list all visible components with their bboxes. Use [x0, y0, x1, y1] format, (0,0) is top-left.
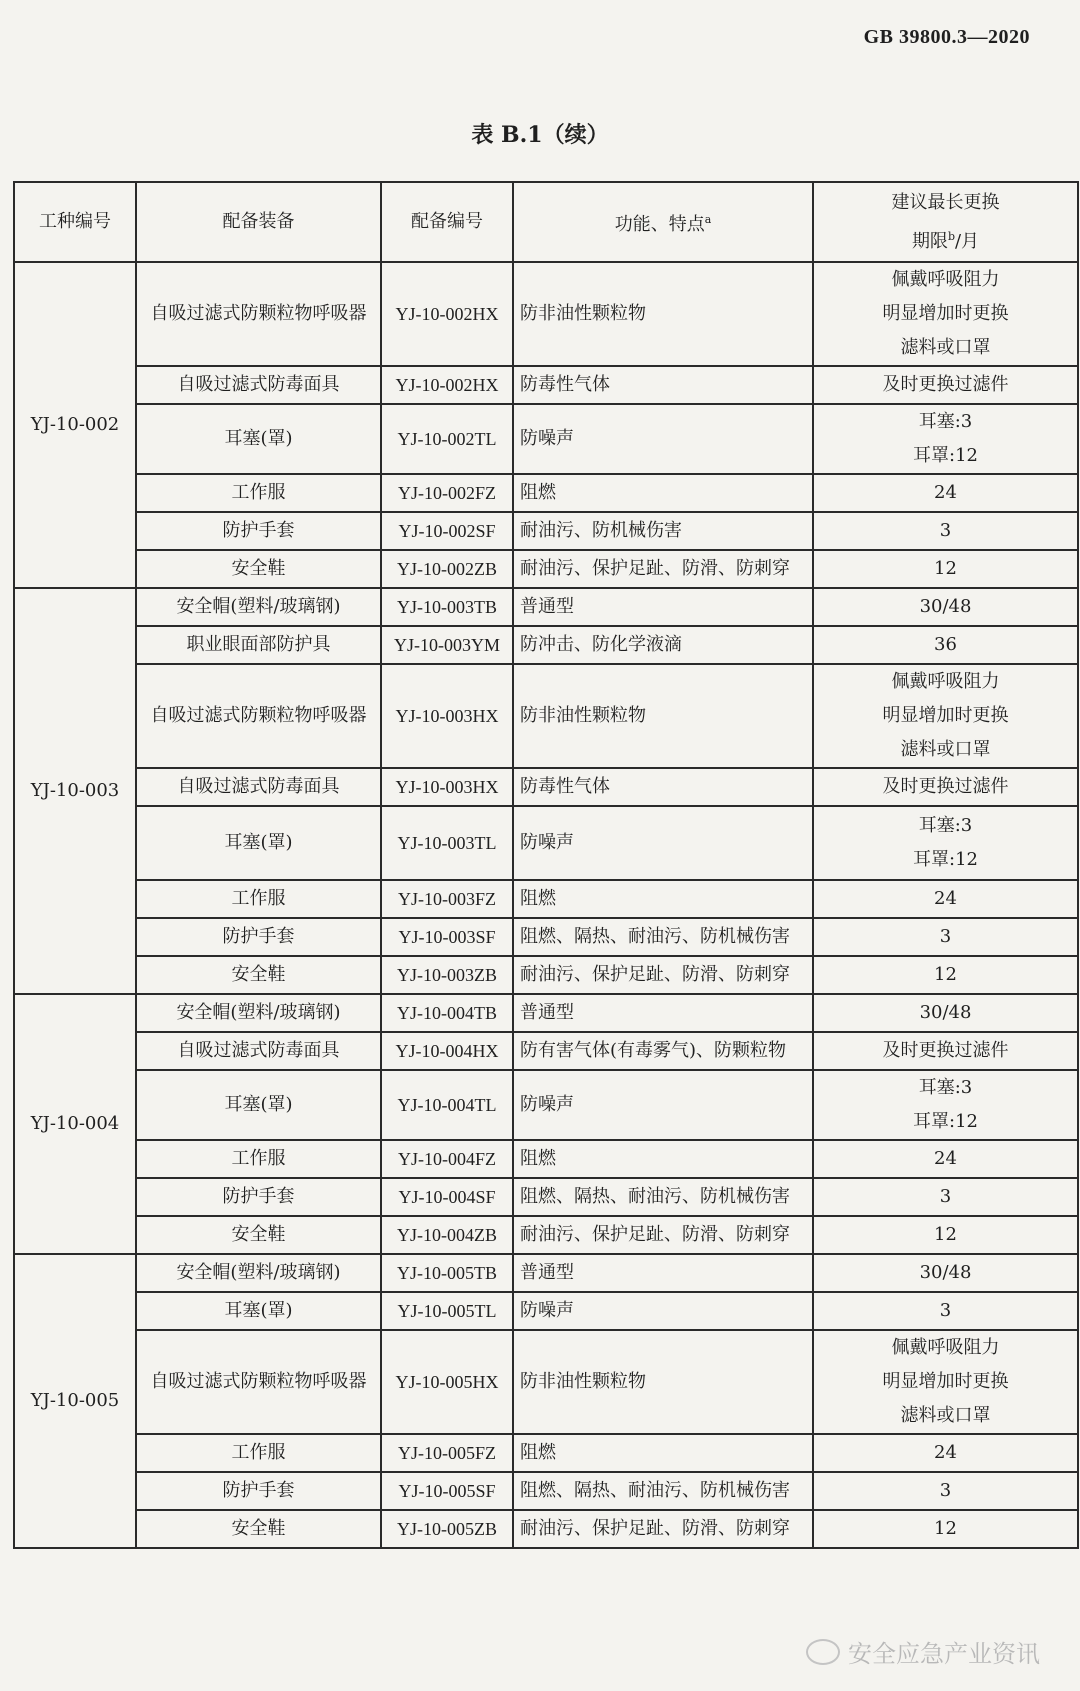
period-cell: [813, 918, 1078, 956]
code-cell: YJ-10-002FZ: [381, 474, 513, 512]
equipment-cell: 安全鞋: [136, 1510, 381, 1548]
group-id-cell: YJ-10-003: [14, 588, 136, 994]
period-line: 佩戴呼吸阻力: [891, 1337, 1000, 1358]
feature-cell: 防毒性气体: [513, 366, 813, 404]
period-line: 3: [939, 520, 952, 541]
header-code: 配备编号: [381, 182, 513, 262]
feature-cell: 防有害气体(有毒雾气)、防颗粒物: [513, 1032, 813, 1070]
period-line: 36: [934, 634, 957, 655]
feature-cell: 耐油污、保护足趾、防滑、防刺穿: [513, 550, 813, 588]
equipment-cell: 工作服: [136, 474, 381, 512]
code-cell: YJ-10-005FZ: [381, 1434, 513, 1472]
period-cell: [813, 1510, 1078, 1548]
group-id-cell: YJ-10-004: [14, 994, 136, 1254]
period-cell: [813, 1330, 1078, 1434]
equipment-cell: 防护手套: [136, 512, 381, 550]
equipment-cell: 安全帽(塑料/玻璃钢): [136, 1254, 381, 1292]
feature-cell: 防噪声: [513, 1070, 813, 1140]
period-cell: [813, 366, 1078, 404]
period-line: 12: [934, 558, 957, 579]
table-row: [14, 626, 1078, 664]
period-line: 耳罩:12: [913, 445, 978, 466]
equipment-cell: 工作服: [136, 1140, 381, 1178]
period-cell: [813, 512, 1078, 550]
period-line: 24: [934, 1148, 957, 1169]
watermark: [806, 1634, 1040, 1669]
period-line: 3: [939, 1300, 952, 1321]
code-cell: YJ-10-004SF: [381, 1178, 513, 1216]
period-line: 耳罩:12: [913, 849, 978, 870]
feature-cell: 防毒性气体: [513, 768, 813, 806]
period-line: 24: [934, 888, 957, 909]
feature-cell: 防噪声: [513, 1292, 813, 1330]
feature-cell: 防非油性颗粒物: [513, 262, 813, 366]
equipment-cell: 安全鞋: [136, 550, 381, 588]
equipment-cell: 防护手套: [136, 1178, 381, 1216]
equipment-cell: 耳塞(罩): [136, 1292, 381, 1330]
equipment-cell: 工作服: [136, 1434, 381, 1472]
feature-cell: 阻燃、隔热、耐油污、防机械伤害: [513, 918, 813, 956]
equipment-cell: 防护手套: [136, 918, 381, 956]
code-cell: YJ-10-005ZB: [381, 1510, 513, 1548]
table-row: [14, 1032, 1078, 1070]
code-cell: YJ-10-003FZ: [381, 880, 513, 918]
table-row: [14, 512, 1078, 550]
feature-cell: 防噪声: [513, 404, 813, 474]
period-line: 佩戴呼吸阻力: [891, 269, 1000, 290]
table-title: 表 B.1（续）: [471, 122, 609, 148]
equipment-cell: 自吸过滤式防颗粒物呼吸器: [136, 262, 381, 366]
feature-cell: 防非油性颗粒物: [513, 1330, 813, 1434]
feature-cell: 耐油污、防机械伤害: [513, 512, 813, 550]
period-line: 24: [934, 1442, 957, 1463]
equipment-cell: 安全鞋: [136, 956, 381, 994]
wechat-icon: [806, 1639, 840, 1665]
table-row: [14, 1178, 1078, 1216]
table-row: [14, 768, 1078, 806]
period-cell: [813, 262, 1078, 366]
code-cell: YJ-10-004FZ: [381, 1140, 513, 1178]
period-cell: [813, 664, 1078, 768]
header-feature: 功能、特点$^a$: [513, 182, 813, 262]
table-row: [14, 1510, 1078, 1548]
equipment-cell: 自吸过滤式防毒面具: [136, 768, 381, 806]
code-cell: YJ-10-002TL: [381, 404, 513, 474]
equipment-cell: 安全鞋: [136, 1216, 381, 1254]
table-header-row: [14, 182, 1078, 262]
code-cell: YJ-10-003YM: [381, 626, 513, 664]
code-cell: YJ-10-002HX: [381, 366, 513, 404]
feature-cell: 防冲击、防化学液滴: [513, 626, 813, 664]
equipment-cell: 工作服: [136, 880, 381, 918]
period-line: 滤料或口罩: [900, 1405, 991, 1426]
code-cell: YJ-10-004TL: [381, 1070, 513, 1140]
period-cell: [813, 1292, 1078, 1330]
header-period: 建议最长更换 期限$^b$/月: [813, 182, 1078, 262]
code-cell: YJ-10-003HX: [381, 664, 513, 768]
equipment-cell: 自吸过滤式防颗粒物呼吸器: [136, 664, 381, 768]
period-cell: [813, 994, 1078, 1032]
period-line: 耳塞:3: [918, 1077, 973, 1098]
table-row: [14, 474, 1078, 512]
equipment-cell: 职业眼面部防护具: [136, 626, 381, 664]
period-cell: [813, 880, 1078, 918]
header-equipment: 配备装备: [136, 182, 381, 262]
period-line: 及时更换过滤件: [882, 1040, 1009, 1061]
feature-cell: 普通型: [513, 994, 813, 1032]
period-line: 耳罩:12: [913, 1111, 978, 1132]
equipment-table: [13, 181, 1079, 1549]
period-line: 及时更换过滤件: [882, 776, 1009, 797]
period-line: 及时更换过滤件: [882, 374, 1009, 395]
code-cell: YJ-10-005TB: [381, 1254, 513, 1292]
code-cell: YJ-10-005SF: [381, 1472, 513, 1510]
table-row: [14, 806, 1078, 880]
period-cell: [813, 806, 1078, 880]
table-row: [14, 588, 1078, 626]
period-line: 12: [934, 964, 957, 985]
equipment-cell: 耳塞(罩): [136, 1070, 381, 1140]
table-row: [14, 262, 1078, 366]
period-line: 明显增加时更换: [882, 1371, 1009, 1392]
table-row: [14, 1292, 1078, 1330]
header-group: 工种编号: [14, 182, 136, 262]
table-row: [14, 880, 1078, 918]
code-cell: YJ-10-003TB: [381, 588, 513, 626]
period-cell: [813, 1254, 1078, 1292]
feature-cell: 普通型: [513, 588, 813, 626]
group-id-cell: YJ-10-005: [14, 1254, 136, 1548]
feature-cell: 防噪声: [513, 806, 813, 880]
feature-cell: 阻燃: [513, 474, 813, 512]
code-cell: YJ-10-005HX: [381, 1330, 513, 1434]
code-cell: YJ-10-004TB: [381, 994, 513, 1032]
period-line: 耳塞:3: [918, 411, 973, 432]
feature-cell: 防非油性颗粒物: [513, 664, 813, 768]
table-row: [14, 1070, 1078, 1140]
period-line: 佩戴呼吸阻力: [891, 671, 1000, 692]
feature-cell: 阻燃: [513, 880, 813, 918]
period-cell: [813, 474, 1078, 512]
table-row: [14, 956, 1078, 994]
period-cell: [813, 1216, 1078, 1254]
code-cell: YJ-10-005TL: [381, 1292, 513, 1330]
period-line: 12: [934, 1518, 957, 1539]
period-cell: [813, 1472, 1078, 1510]
code-cell: YJ-10-003TL: [381, 806, 513, 880]
period-cell: [813, 956, 1078, 994]
feature-cell: 耐油污、保护足趾、防滑、防刺穿: [513, 1216, 813, 1254]
feature-cell: 普通型: [513, 1254, 813, 1292]
table-row: [14, 1140, 1078, 1178]
table-row: [14, 994, 1078, 1032]
equipment-cell: 安全帽(塑料/玻璃钢): [136, 994, 381, 1032]
group-id-cell: YJ-10-002: [14, 262, 136, 588]
period-line: 3: [939, 926, 952, 947]
period-line: 滤料或口罩: [900, 337, 991, 358]
equipment-cell: 自吸过滤式防颗粒物呼吸器: [136, 1330, 381, 1434]
code-cell: YJ-10-003SF: [381, 918, 513, 956]
equipment-cell: 耳塞(罩): [136, 806, 381, 880]
period-line: 明显增加时更换: [882, 303, 1009, 324]
period-line: 3: [939, 1186, 952, 1207]
code-cell: YJ-10-004HX: [381, 1032, 513, 1070]
equipment-cell: 自吸过滤式防毒面具: [136, 366, 381, 404]
code-cell: YJ-10-003ZB: [381, 956, 513, 994]
table-row: [14, 404, 1078, 474]
feature-cell: 阻燃: [513, 1140, 813, 1178]
equipment-cell: 防护手套: [136, 1472, 381, 1510]
period-cell: [813, 404, 1078, 474]
period-cell: [813, 1178, 1078, 1216]
equipment-cell: 安全帽(塑料/玻璃钢): [136, 588, 381, 626]
period-cell: [813, 1140, 1078, 1178]
table-row: [14, 1434, 1078, 1472]
period-cell: [813, 1070, 1078, 1140]
code-cell: YJ-10-002SF: [381, 512, 513, 550]
period-line: 30/48: [919, 596, 972, 617]
code-cell: YJ-10-004ZB: [381, 1216, 513, 1254]
period-cell: [813, 626, 1078, 664]
period-line: 明显增加时更换: [882, 705, 1009, 726]
period-cell: [813, 550, 1078, 588]
period-line: 24: [934, 482, 957, 503]
table-row: [14, 1216, 1078, 1254]
period-line: 3: [939, 1480, 952, 1501]
period-line: 耳塞:3: [918, 815, 973, 836]
table-row: [14, 1254, 1078, 1292]
feature-cell: 耐油污、保护足趾、防滑、防刺穿: [513, 956, 813, 994]
feature-cell: 阻燃、隔热、耐油污、防机械伤害: [513, 1178, 813, 1216]
period-line: 12: [934, 1224, 957, 1245]
standard-code: GB 39800.3—2020: [863, 26, 1030, 48]
code-cell: YJ-10-002HX: [381, 262, 513, 366]
code-cell: YJ-10-003HX: [381, 768, 513, 806]
table-row: [14, 1330, 1078, 1434]
table-row: [14, 918, 1078, 956]
period-line: 滤料或口罩: [900, 739, 991, 760]
table-row: [14, 366, 1078, 404]
period-line: 30/48: [919, 1002, 972, 1023]
table-row: [14, 664, 1078, 768]
watermark-text: 安全应急产业资讯: [848, 1640, 1040, 1668]
period-cell: [813, 588, 1078, 626]
period-cell: [813, 1032, 1078, 1070]
period-cell: [813, 768, 1078, 806]
equipment-cell: 耳塞(罩): [136, 404, 381, 474]
feature-cell: 阻燃: [513, 1434, 813, 1472]
period-line: 30/48: [919, 1262, 972, 1283]
feature-cell: 耐油污、保护足趾、防滑、防刺穿: [513, 1510, 813, 1548]
table-row: [14, 1472, 1078, 1510]
code-cell: YJ-10-002ZB: [381, 550, 513, 588]
equipment-cell: 自吸过滤式防毒面具: [136, 1032, 381, 1070]
period-cell: [813, 1434, 1078, 1472]
table-row: [14, 550, 1078, 588]
feature-cell: 阻燃、隔热、耐油污、防机械伤害: [513, 1472, 813, 1510]
